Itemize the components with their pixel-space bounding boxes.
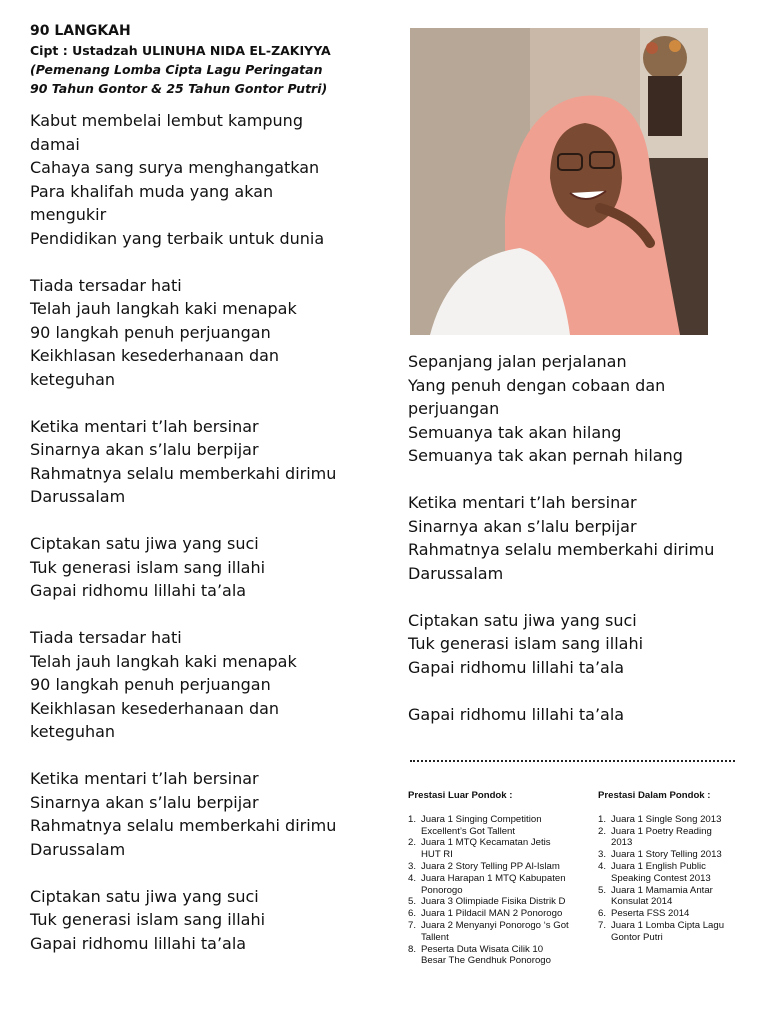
lyric-line: Darussalam xyxy=(30,839,126,859)
achievement-text xyxy=(611,826,748,850)
achievement-item xyxy=(408,814,588,838)
achievement-number: 4. xyxy=(408,872,417,884)
achievement-text xyxy=(611,849,748,861)
lyric-stanza xyxy=(30,109,390,250)
lyric-line: Ciptakan satu jiwa yang suci xyxy=(408,610,637,630)
achievement-item xyxy=(408,837,588,861)
achievement-number: 2. xyxy=(598,825,607,837)
achievement-text xyxy=(611,885,748,909)
lyric-line: perjuangan xyxy=(408,399,500,418)
lyric-line: Tuk generasi islam sang illahi xyxy=(30,557,266,577)
lyric-line: Telah jauh langkah kaki menapak xyxy=(30,299,297,318)
achievement-item xyxy=(598,908,748,920)
achievement-text xyxy=(611,861,748,885)
achievement-item xyxy=(408,896,588,908)
lyric-line: Tuk generasi islam sang illahi xyxy=(30,910,266,929)
lyric-line: Tiada tersadar hati xyxy=(30,275,182,295)
right-column xyxy=(408,350,748,750)
award-note-line-1: (Pemenang Lomba Cipta Lagu Peringatan xyxy=(30,62,323,77)
achievement-text-line: Konsulat 2014 xyxy=(611,896,673,908)
lyric-line: Gapai ridhomu lillahi ta’ala xyxy=(30,581,247,600)
prestasi-luar-section xyxy=(408,790,588,967)
achievement-text-line: Peserta FSS 2014 xyxy=(611,908,690,920)
lyrics-left xyxy=(30,109,390,955)
achievement-text-line: Juara 1 English Public xyxy=(611,860,706,872)
composer-credit: Cipt : Ustadzah ULINUHA NIDA EL-ZAKIYYA xyxy=(30,43,331,58)
achievement-text-line: Juara 1 Story Telling 2013 xyxy=(611,849,722,861)
achievement-text-line: Juara 1 MTQ Kecamatan Jetis xyxy=(421,837,551,849)
lyric-stanza xyxy=(30,415,390,509)
achievement-text-line: Juara 2 Menyanyi Ponorogo ‘s Got xyxy=(421,919,569,931)
lyric-line: Keikhlasan kesederhanaan dan xyxy=(30,698,280,718)
lyric-line: Gapai ridhomu lillahi ta’ala xyxy=(408,704,625,724)
lyric-line: Darussalam xyxy=(408,563,504,583)
achievement-number: 8. xyxy=(408,943,417,955)
prestasi-luar-heading: Prestasi Luar Pondok : xyxy=(408,790,513,801)
award-note-line-2: 90 Tahun Gontor & 25 Tahun Gontor Putri) xyxy=(30,81,328,96)
lyric-line: Rahmatnya selalu memberkahi dirimu xyxy=(408,540,715,559)
achievement-text xyxy=(421,920,588,944)
singer-photo xyxy=(410,28,708,335)
lyric-line: Pendidikan yang terbaik untuk dunia xyxy=(30,228,325,248)
achievement-text-line: Tallent xyxy=(421,931,449,943)
lyric-stanza xyxy=(408,703,748,727)
lyric-stanza xyxy=(408,491,748,585)
achievement-text-line: Juara 2 Story Telling PP Al-Islam xyxy=(421,860,560,872)
lyric-line: Ketika mentari t’lah bersinar xyxy=(30,416,259,436)
achievement-text-line: Juara 1 Mamamia Antar xyxy=(611,884,713,896)
achievement-text-line: Besar The Gendhuk Ponorogo xyxy=(421,955,551,967)
prestasi-luar-list xyxy=(408,814,588,967)
achievement-text xyxy=(421,908,588,920)
lyric-line: mengukir xyxy=(30,205,107,224)
achievement-text-line: Gontor Putri xyxy=(611,931,663,943)
lyric-line: Rahmatnya selalu memberkahi dirimu xyxy=(30,816,337,835)
song-title: 90 LANGKAH xyxy=(30,23,131,39)
achievement-text xyxy=(421,861,588,873)
lyric-line: Semuanya tak akan pernah hilang xyxy=(408,446,683,465)
achievement-text xyxy=(611,814,748,826)
achievement-text-line: Juara 3 Olimpiade Fisika Distrik D xyxy=(421,896,566,908)
lyric-line: Semuanya tak akan hilang xyxy=(408,422,622,442)
lyric-stanza xyxy=(30,885,390,956)
lyric-line: Keikhlasan kesederhanaan dan xyxy=(30,346,280,365)
achievement-item xyxy=(408,920,588,944)
dotted-divider xyxy=(410,760,735,762)
achievement-item xyxy=(408,861,588,873)
lyrics-right xyxy=(408,350,748,726)
achievement-number: 5. xyxy=(598,884,607,896)
lyric-line: Darussalam xyxy=(30,487,126,506)
achievement-text-line: 2013 xyxy=(611,837,633,849)
lyric-line: 90 langkah penuh perjuangan xyxy=(30,675,271,694)
lyric-line: Telah jauh langkah kaki menapak xyxy=(30,651,297,671)
lyric-line: Ketika mentari t’lah bersinar xyxy=(408,493,637,512)
lyric-line: Cahaya sang surya menghangatkan xyxy=(30,158,320,177)
achievement-item xyxy=(598,885,748,909)
achievement-text-line: HUT RI xyxy=(421,849,453,861)
achievement-item xyxy=(598,849,748,861)
achievement-number: 1. xyxy=(598,813,607,825)
achievement-item xyxy=(598,861,748,885)
achievement-item xyxy=(408,873,588,897)
lyric-line: Para khalifah muda yang akan xyxy=(30,181,274,201)
achievement-text-line: Speaking Contest 2013 xyxy=(611,872,711,884)
achievement-item xyxy=(598,920,748,944)
lyric-line: Rahmatnya selalu memberkahi dirimu xyxy=(30,463,337,483)
prestasi-dalam-section xyxy=(598,790,748,944)
achievement-text-line: Ponorogo xyxy=(421,884,463,896)
achievement-number: 2. xyxy=(408,837,417,849)
achievement-text xyxy=(421,944,588,968)
lyric-line: Sinarnya akan s’lalu berpijar xyxy=(30,792,259,812)
lyric-line: Gapai ridhomu lillahi ta’ala xyxy=(408,657,625,677)
lyric-line: keteguhan xyxy=(30,369,116,389)
achievement-text-line: Juara 1 Lomba Cipta Lagu xyxy=(611,919,725,931)
achievement-text-line: Juara 1 Single Song 2013 xyxy=(611,813,722,825)
achievement-number: 6. xyxy=(598,908,607,920)
lyric-line: Ciptakan satu jiwa yang suci xyxy=(30,534,259,553)
lyric-line: Sinarnya akan s’lalu berpijar xyxy=(30,440,259,459)
prestasi-dalam-heading: Prestasi Dalam Pondok : xyxy=(598,790,711,801)
lyric-line: Ketika mentari t’lah bersinar xyxy=(30,769,259,788)
left-column xyxy=(30,22,390,979)
achievement-number: 1. xyxy=(408,813,417,825)
achievement-number: 3. xyxy=(408,860,417,872)
lyric-stanza xyxy=(30,274,390,392)
achievement-text xyxy=(421,837,588,861)
achievement-text-line: Juara 1 Pildacil MAN 2 Ponorogo xyxy=(421,908,563,920)
lyric-line: keteguhan xyxy=(30,722,116,741)
lyric-line: Kabut membelai lembut kampung xyxy=(30,111,303,130)
lyric-line: Ciptakan satu jiwa yang suci xyxy=(30,886,259,906)
achievement-number: 5. xyxy=(408,896,417,908)
achievement-text xyxy=(421,814,588,838)
prestasi-dalam-list xyxy=(598,814,748,944)
achievement-number: 7. xyxy=(598,919,607,931)
achievement-number: 4. xyxy=(598,860,607,872)
achievement-item xyxy=(408,908,588,920)
lyric-stanza xyxy=(408,350,748,468)
achievement-number: 7. xyxy=(408,919,417,931)
achievement-text xyxy=(611,920,748,944)
lyric-line: Tiada tersadar hati xyxy=(30,628,182,647)
lyric-stanza xyxy=(408,609,748,680)
achievement-text xyxy=(611,908,748,920)
lyric-stanza xyxy=(30,532,390,603)
lyric-stanza xyxy=(30,626,390,744)
lyric-stanza xyxy=(30,767,390,861)
achievement-text-line: Juara 1 Singing Competition xyxy=(421,813,542,825)
achievement-item xyxy=(408,944,588,968)
lyric-line: damai xyxy=(30,134,80,154)
achievement-text-line: Juara Harapan 1 MTQ Kabupaten xyxy=(421,872,566,884)
lyric-line: Yang penuh dengan cobaan dan xyxy=(408,375,666,395)
achievement-text-line: Juara 1 Poetry Reading xyxy=(611,825,712,837)
achievement-item xyxy=(598,814,748,826)
achievement-text xyxy=(421,896,588,908)
achievement-number: 3. xyxy=(598,849,607,861)
achievement-item xyxy=(598,826,748,850)
achievement-text-line: Excellent’s Got Tallent xyxy=(421,825,516,837)
lyric-line: Gapai ridhomu lillahi ta’ala xyxy=(30,933,247,953)
lyric-line: Sinarnya akan s’lalu berpijar xyxy=(408,516,637,536)
achievement-text xyxy=(421,873,588,897)
lyric-line: Tuk generasi islam sang illahi xyxy=(408,634,644,653)
achievement-text-line: Peserta Duta Wisata Cilik 10 xyxy=(421,943,544,955)
photo-illustration xyxy=(410,28,708,335)
lyric-line: 90 langkah penuh perjuangan xyxy=(30,322,271,342)
achievement-number: 6. xyxy=(408,908,417,920)
lyric-line: Sepanjang jalan perjalanan xyxy=(408,352,627,371)
